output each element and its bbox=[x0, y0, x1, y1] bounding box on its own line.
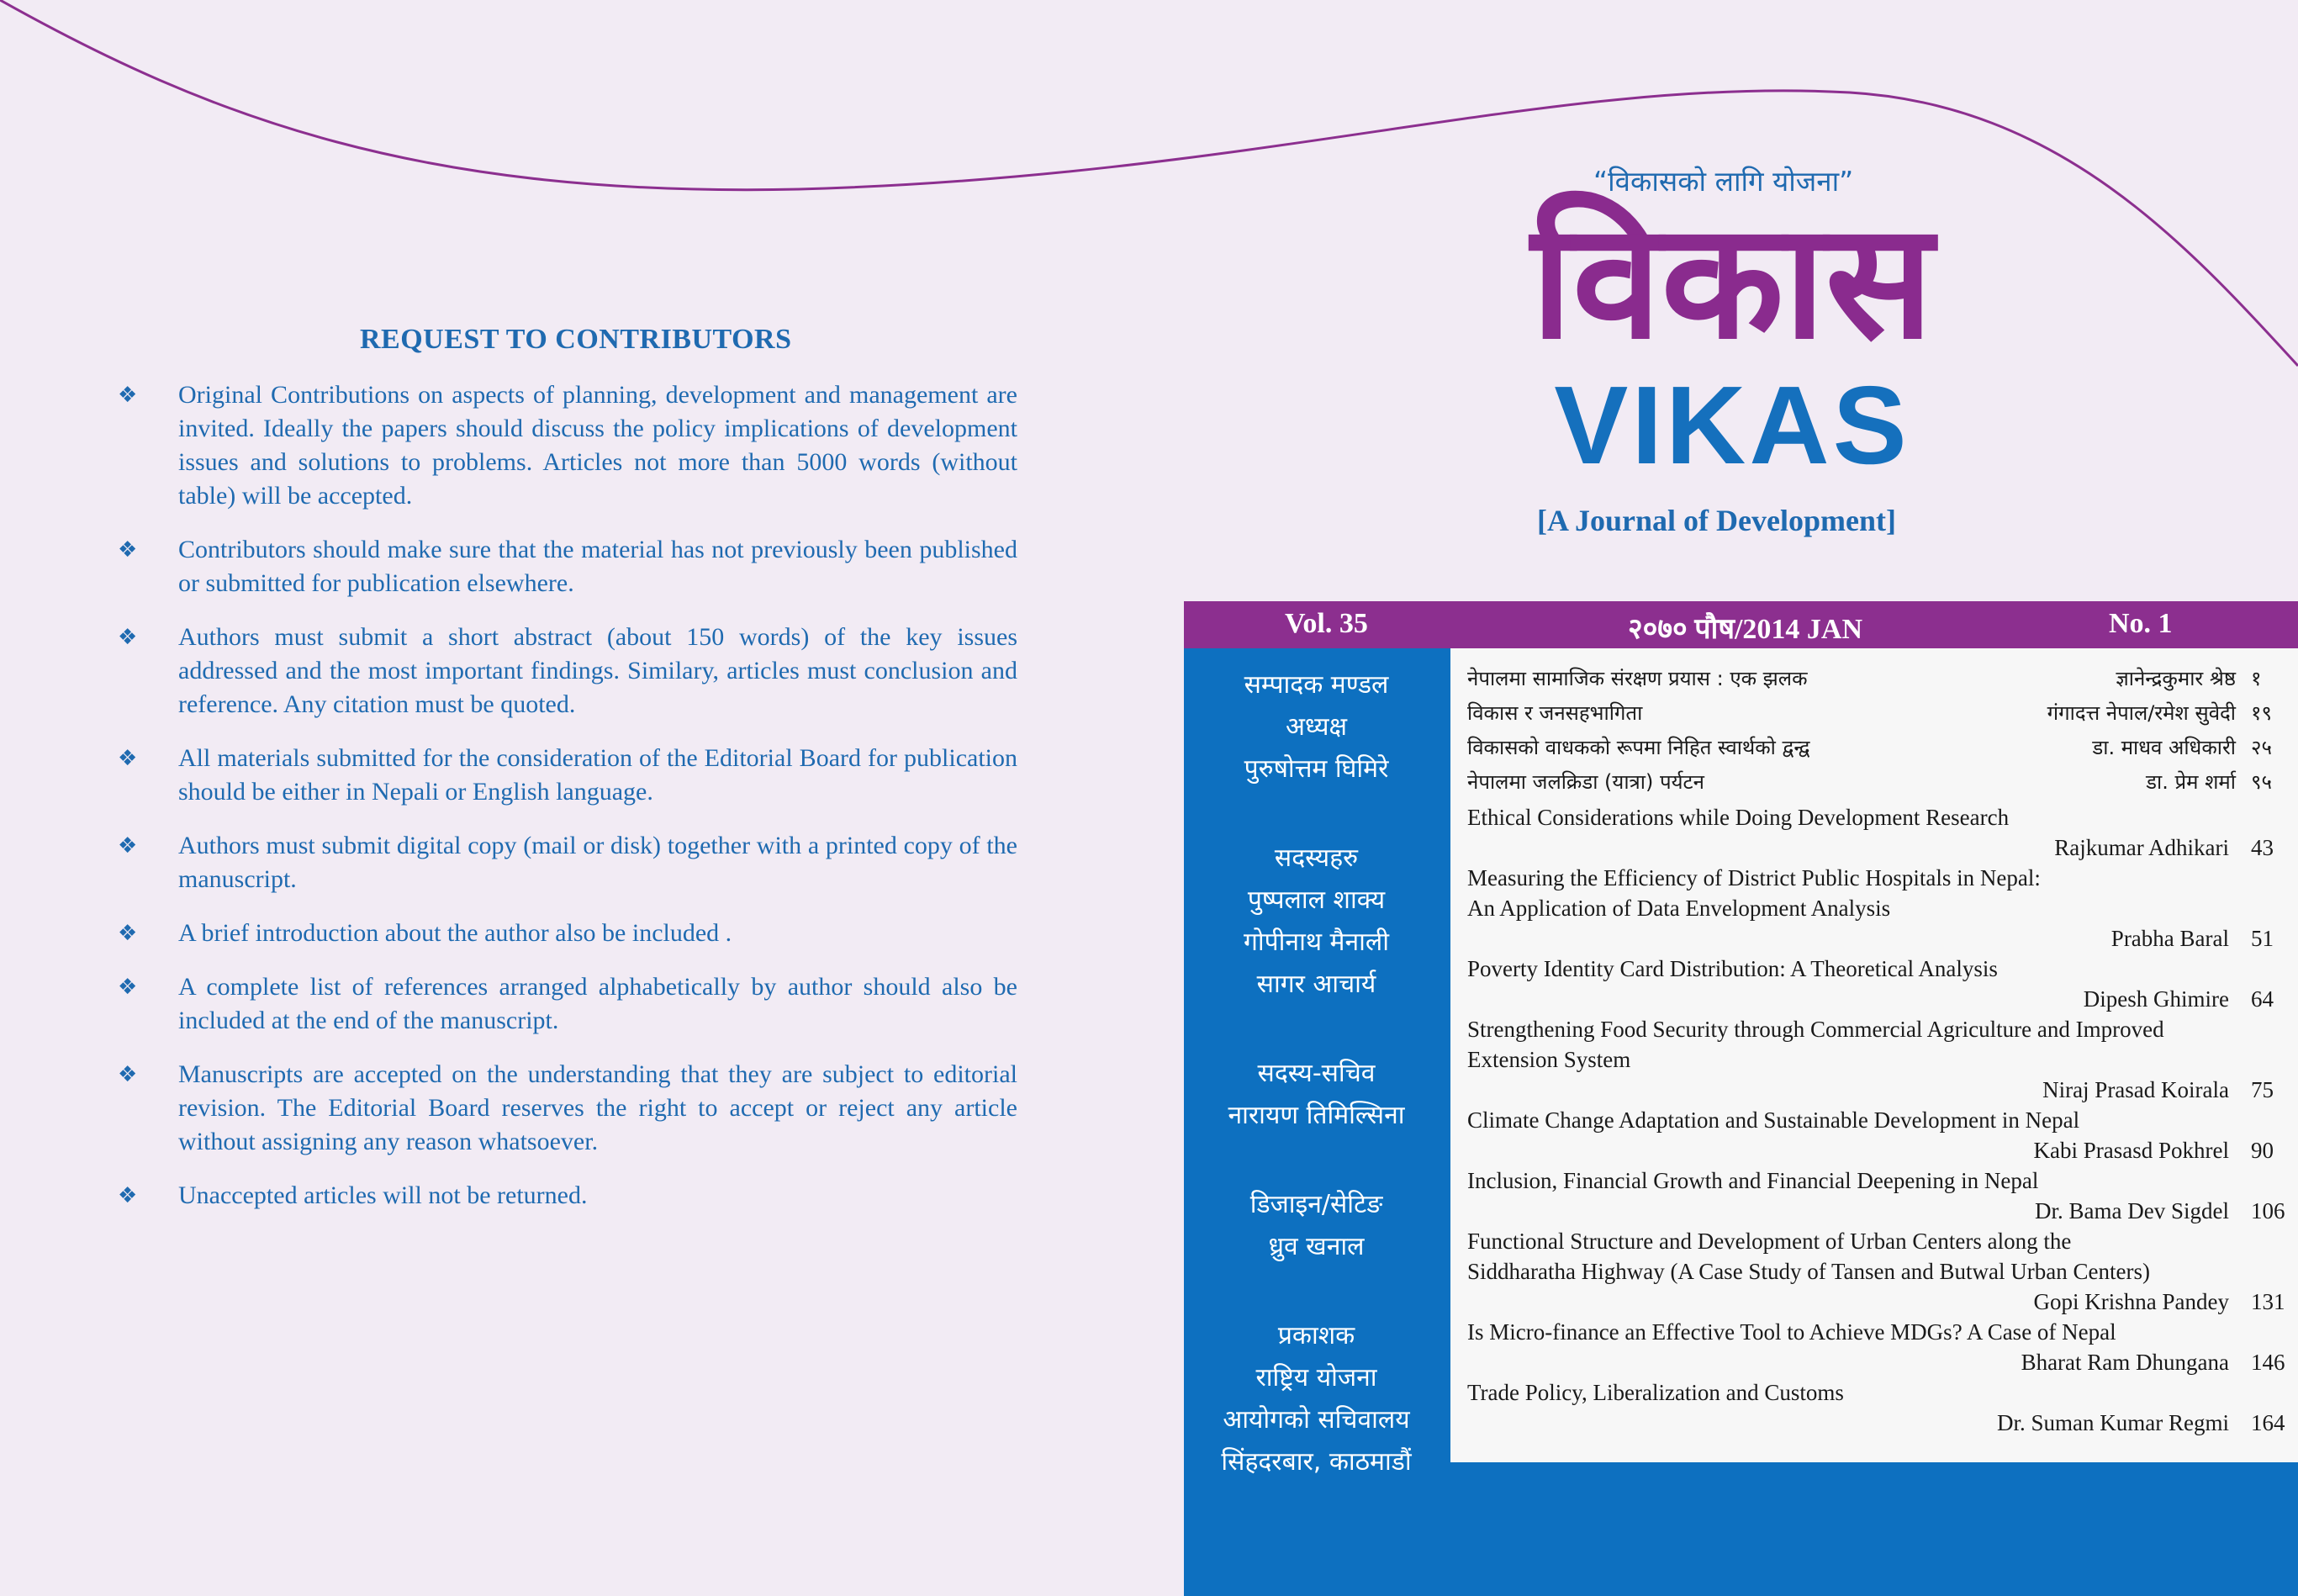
toc-page: १९ bbox=[2251, 701, 2272, 725]
toc-author: डा. प्रेम शर्मा bbox=[2146, 770, 2236, 794]
request-item-text: Manuscripts are accepted on the understanding that they are subject to editorial revision. The Editorial Board reserves the right to accept or reject any article without assigning any reason whatsoever. bbox=[178, 1060, 1017, 1155]
toc-entry-english bbox=[1467, 1014, 2291, 1105]
request-title: REQUEST TO CONTRIBUTORS bbox=[360, 324, 792, 355]
toc-page: 164 bbox=[2251, 1410, 2285, 1435]
toc-entry-nepali bbox=[1467, 664, 2291, 699]
toc-author: Kabi Prasasd Pokhrel bbox=[2033, 1138, 2229, 1163]
toc-author-row bbox=[1467, 923, 2291, 954]
toc-entry-english bbox=[1467, 1317, 2291, 1377]
issue-date: २०७० पौष/2014 JAN bbox=[1628, 614, 1863, 645]
toc-entry-english bbox=[1467, 954, 2291, 1014]
request-item bbox=[118, 917, 1017, 950]
diamond-bullet-icon: ❖ bbox=[118, 1062, 138, 1087]
toc-author-row bbox=[1467, 1347, 2291, 1377]
issue-band bbox=[1184, 601, 2298, 648]
editorial-line: पुष्पलाल शाक्य bbox=[1247, 885, 1386, 915]
editorial-line: अध्यक्ष bbox=[1285, 712, 1348, 742]
toc-author: गंगादत्त नेपाल/रमेश सुवेदी bbox=[2047, 701, 2236, 725]
toc-page: 64 bbox=[2251, 986, 2274, 1012]
tagline: “विकासको लागि योजना” bbox=[1593, 165, 1854, 198]
toc-author: Prabha Baral bbox=[2110, 926, 2229, 951]
toc-page: १ bbox=[2251, 667, 2262, 690]
toc-page: 43 bbox=[2251, 835, 2274, 860]
toc-title-line: Extension System bbox=[1467, 1047, 1631, 1072]
editorial-line: सदस्यहरु bbox=[1274, 843, 1359, 873]
diamond-bullet-icon: ❖ bbox=[118, 625, 138, 650]
toc-author-row bbox=[1467, 1075, 2291, 1105]
editorial-line: नारायण तिमिल्सिना bbox=[1228, 1101, 1405, 1130]
diamond-bullet-icon: ❖ bbox=[118, 1183, 138, 1208]
toc-author: Gopi Krishna Pandey bbox=[2033, 1289, 2229, 1314]
request-item bbox=[118, 1179, 1017, 1213]
toc-title: नेपालमा जलक्रिडा (यात्रा) पर्यटन bbox=[1467, 770, 1704, 794]
request-item bbox=[118, 533, 1017, 600]
toc-page: ९५ bbox=[2251, 770, 2272, 794]
toc-entry-english bbox=[1467, 863, 2291, 954]
request-item-text: All materials submitted for the consideration of the Editorial Board for publication should be either in Nepali or English language. bbox=[178, 744, 1017, 806]
editorial-line: सम्पादक मण्डल bbox=[1244, 670, 1389, 700]
toc-author-row bbox=[1467, 1135, 2291, 1165]
journal-subtitle: [A Journal of Development] bbox=[1537, 504, 1896, 537]
diamond-bullet-icon: ❖ bbox=[118, 921, 138, 946]
request-item bbox=[118, 378, 1017, 513]
diamond-bullet-icon: ❖ bbox=[118, 746, 138, 771]
toc-title: विकासको वाधकको रूपमा निहित स्वार्थको द्वन्द्व bbox=[1467, 736, 1810, 759]
diamond-bullet-icon: ❖ bbox=[118, 833, 138, 859]
diamond-bullet-icon: ❖ bbox=[118, 537, 138, 563]
request-item-text: Unaccepted articles will not be returned. bbox=[178, 1181, 588, 1209]
toc-title-line: Siddharatha Highway (A Case Study of Tansen and Butwal Urban Centers) bbox=[1467, 1259, 2150, 1284]
request-item-text: Contributors should make sure that the material has not previously been published or submitted for publication elsewhere. bbox=[178, 536, 1017, 597]
toc-title: नेपालमा सामाजिक संरक्षण प्रयास : एक झलक bbox=[1467, 667, 1808, 690]
request-item bbox=[118, 742, 1017, 809]
request-list bbox=[118, 378, 1017, 1233]
editorial-line: पुरुषोत्तम घिमिरे bbox=[1244, 754, 1389, 784]
toc-author: Niraj Prasad Koirala bbox=[2042, 1077, 2229, 1102]
request-item-text: Authors must submit a short abstract (about 150 words) of the key issues addressed and the most important findings. Similary, articles must conclusion and reference. Any citation must be quoted. bbox=[178, 623, 1017, 718]
editorial-line: राष्ट्रिय योजना bbox=[1255, 1363, 1377, 1393]
request-item-text: Original Contributions on aspects of planning, development and management are invited. Ideally the papers should discuss the policy implications of development issues and solutions to problems. Articles not more than 5000 words (without table) will be accepted. bbox=[178, 381, 1017, 510]
table-of-contents bbox=[1467, 664, 2291, 1438]
editorial-group bbox=[1184, 664, 1449, 790]
request-item bbox=[118, 1058, 1017, 1159]
issue-volume: Vol. 35 bbox=[1285, 608, 1368, 639]
toc-author: Dipesh Ghimire bbox=[2083, 986, 2229, 1012]
editorial-group bbox=[1184, 838, 1449, 1006]
diamond-bullet-icon: ❖ bbox=[118, 975, 138, 1000]
editorial-line: सदस्य-सचिव bbox=[1257, 1059, 1376, 1088]
request-item-text: Authors must submit digital copy (mail or disk) together with a printed copy of the manuscript. bbox=[178, 832, 1017, 893]
toc-title: विकास र जनसहभागिता bbox=[1467, 701, 1643, 725]
journal-title-english: VIKAS bbox=[1554, 363, 1910, 487]
toc-entry-english bbox=[1467, 1105, 2291, 1165]
toc-title-line: Inclusion, Financial Growth and Financial Deepening in Nepal bbox=[1467, 1168, 2039, 1193]
toc-author-row bbox=[1467, 1287, 2291, 1317]
toc-page: २५ bbox=[2251, 736, 2272, 759]
editorial-line: आयोगको सचिवालय bbox=[1223, 1405, 1410, 1435]
toc-nepali bbox=[1467, 664, 2291, 802]
toc-entry-nepali bbox=[1467, 699, 2291, 733]
diamond-bullet-icon: ❖ bbox=[118, 383, 138, 408]
toc-page: 131 bbox=[2251, 1289, 2285, 1314]
editorial-line: सागर आचार्य bbox=[1256, 970, 1376, 999]
toc-entry-english bbox=[1467, 802, 2291, 863]
toc-entry-nepali bbox=[1467, 768, 2291, 802]
toc-author-row bbox=[1467, 984, 2291, 1014]
editorial-line: ध्रुव खनाल bbox=[1268, 1232, 1365, 1261]
request-item bbox=[118, 621, 1017, 721]
toc-english bbox=[1467, 802, 2291, 1438]
toc-title-line: Is Micro-finance an Effective Tool to Achieve MDGs? A Case of Nepal bbox=[1467, 1319, 2116, 1345]
request-item bbox=[118, 970, 1017, 1038]
toc-author: डा. माधव अधिकारी bbox=[2092, 736, 2236, 759]
editorial-board bbox=[1184, 664, 1449, 1530]
toc-page: 51 bbox=[2251, 926, 2274, 951]
toc-author: Dr. Bama Dev Sigdel bbox=[2035, 1198, 2229, 1223]
editorial-line: सिंहदरबार, काठमाडौं bbox=[1221, 1447, 1412, 1477]
issue-number: No. 1 bbox=[2109, 608, 2173, 639]
toc-author: ज्ञानेन्द्रकुमार श्रेष्ठ bbox=[2116, 667, 2236, 690]
toc-entry-english bbox=[1467, 1377, 2291, 1438]
toc-title-line: Trade Policy, Liberalization and Customs bbox=[1467, 1380, 1844, 1405]
toc-title-line: An Application of Data Envelopment Analysis bbox=[1467, 896, 1891, 921]
toc-entry-nepali bbox=[1467, 733, 2291, 768]
toc-author-row bbox=[1467, 1408, 2291, 1438]
toc-entry-english bbox=[1467, 1226, 2291, 1317]
toc-title-line: Measuring the Efficiency of District Public Hospitals in Nepal: bbox=[1467, 865, 2041, 890]
toc-page: 106 bbox=[2251, 1198, 2285, 1223]
toc-author: Bharat Ram Dhungana bbox=[2021, 1350, 2229, 1375]
toc-author: Dr. Suman Kumar Regmi bbox=[1997, 1410, 2229, 1435]
toc-title-line: Poverty Identity Card Distribution: A Theoretical Analysis bbox=[1467, 956, 1998, 981]
journal-title-nepali: विकास bbox=[1530, 188, 1934, 374]
toc-page: 75 bbox=[2251, 1077, 2274, 1102]
toc-title-line: Functional Structure and Development of Urban Centers along the bbox=[1467, 1229, 2072, 1254]
request-item-text: A brief introduction about the author also be included . bbox=[178, 919, 732, 947]
toc-title-line: Climate Change Adaptation and Sustainable Development in Nepal bbox=[1467, 1107, 2080, 1133]
toc-page: 146 bbox=[2251, 1350, 2285, 1375]
editorial-group bbox=[1184, 1315, 1449, 1483]
toc-title-line: Strengthening Food Security through Commercial Agriculture and Improved bbox=[1467, 1017, 2164, 1042]
request-item bbox=[118, 829, 1017, 896]
editorial-line: प्रकाशक bbox=[1277, 1321, 1355, 1350]
toc-entry-english bbox=[1467, 1165, 2291, 1226]
toc-author: Rajkumar Adhikari bbox=[2054, 835, 2229, 860]
toc-page: 90 bbox=[2251, 1138, 2274, 1163]
toc-author-row bbox=[1467, 832, 2291, 863]
request-item-text: A complete list of references arranged alphabetically by author should also be included at the end of the manuscript. bbox=[178, 973, 1017, 1034]
editorial-group bbox=[1184, 1053, 1449, 1137]
editorial-line: डिजाइन/सेटिङ bbox=[1249, 1190, 1383, 1219]
editorial-group bbox=[1184, 1184, 1449, 1268]
editorial-line: गोपीनाथ मैनाली bbox=[1243, 927, 1390, 957]
toc-author-row bbox=[1467, 1196, 2291, 1226]
toc-title-line: Ethical Considerations while Doing Development Research bbox=[1467, 805, 2010, 830]
